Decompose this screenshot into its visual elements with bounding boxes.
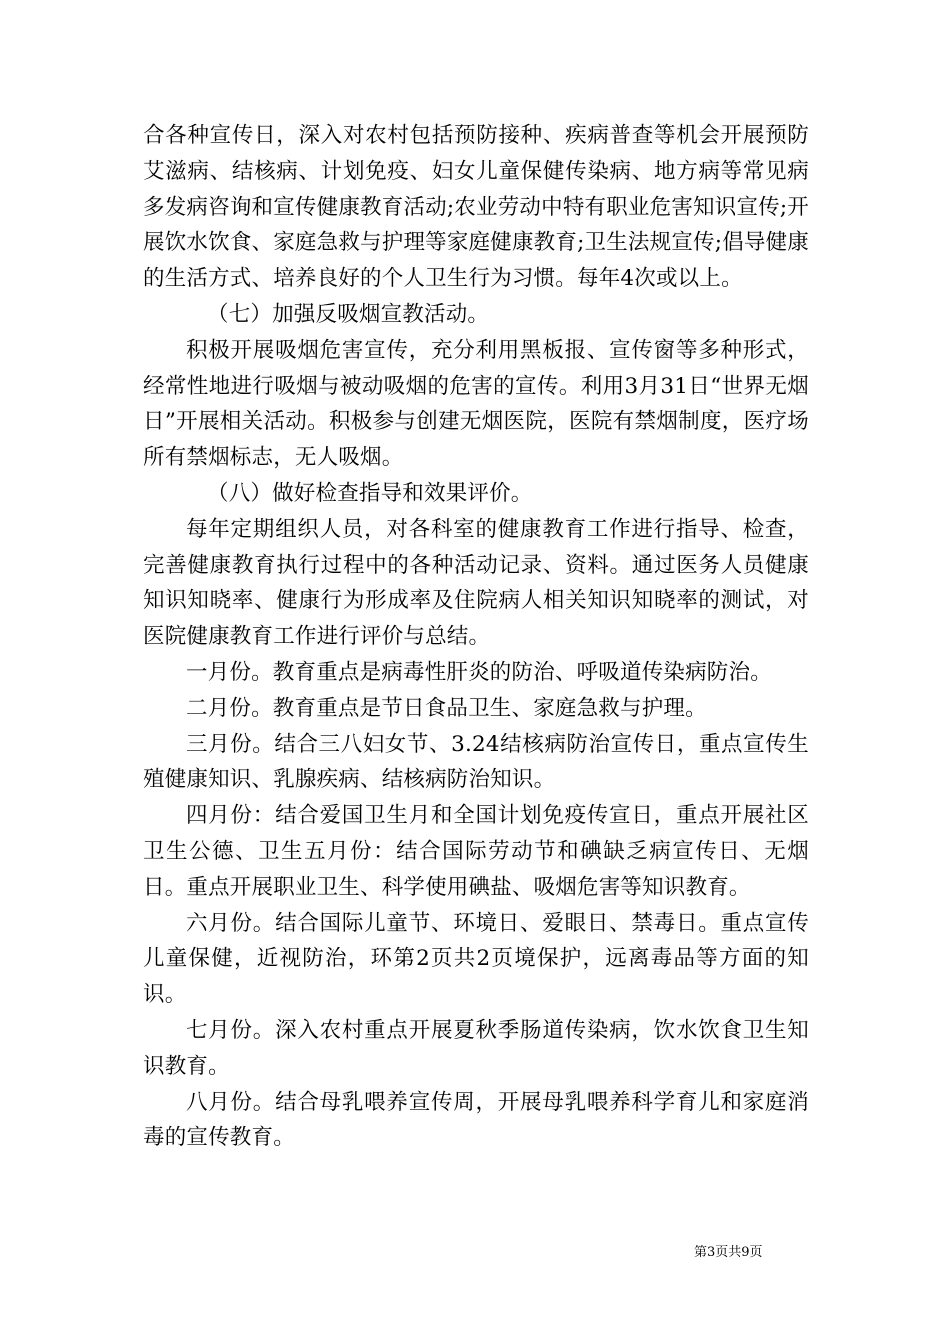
heading-section-8: （八）做好检查指导和效果评价。: [207, 480, 533, 506]
paragraph-inspection-evaluation: 每年定期组织人员，对各科室的健康教育工作进行指导、检查，完善健康教育执行过程中的各种活动记录、资料。通过医务人员健康知识知晓率、健康行为形成率及住院病人相关知识知晓率的测试，对医院健康教育工作进行评价与总结。: [143, 516, 809, 650]
paragraph-july: 七月份。深入农村重点开展夏秋季肠道传染病，饮水饮食卫生知识教育。: [143, 1017, 809, 1079]
paragraph-august: 八月份。结合母乳喂养宣传周，开展母乳喂养科学育儿和家庭消毒的宣传教育。: [143, 1089, 809, 1151]
paragraph-march: 三月份。结合三八妇女节、3.24结核病防治宣传日，重点宣传生殖健康知识、乳腺疾病、结核病防治知识。: [143, 731, 809, 793]
page-number: 第3页共9页: [694, 1245, 763, 1260]
paragraph-anti-smoking: 积极开展吸烟危害宣传，充分利用黑板报、宣传窗等多种形式，经常性地进行吸烟与被动吸烟的危害的宣传。利用3月31日“世界无烟日”开展相关活动。积极参与创建无烟医院，医院有禁烟制度，医疗场所有禁烟标志，无人吸烟。: [143, 337, 809, 471]
paragraph-june: 六月份。结合国际儿童节、环境日、爱眼日、禁毒日。重点宣传儿童保健，近视防治，环第2页共2页境保护，远离毒品等方面的知识。: [143, 910, 809, 1008]
heading-section-7: （七）加强反吸烟宣教活动。: [207, 301, 490, 327]
document-body: [143, 118, 809, 1156]
paragraph-january: 一月份。教育重点是病毒性肝炎的防治、呼吸道传染病防治。: [186, 659, 772, 685]
paragraph-february: 二月份。教育重点是节日食品卫生、家庭急救与护理。: [186, 695, 707, 721]
paragraph-april-may: 四月份：结合爱国卫生月和全国计划免疫传宣日，重点开展社区卫生公德、卫生五月份：结合国际劳动节和碘缺乏病宣传日、无烟日。重点开展职业卫生、科学使用碘盐、吸烟危害等知识教育。: [143, 803, 809, 900]
paragraph-health-education-activities: 合各种宣传日，深入对农村包括预防接种、疾病普查等机会开展预防艾滋病、结核病、计划免疫、妇女儿童保健传染病、地方病等常见病多发病咨询和宣传健康教育活动;农业劳动中特有职业危害知识宣传;开展饮水饮食、家庭急救与护理等家庭健康教育;卫生法规宣传;倡导健康的生活方式、培养良好的个人卫生行为习惯。每年4次或以上。: [143, 123, 809, 292]
